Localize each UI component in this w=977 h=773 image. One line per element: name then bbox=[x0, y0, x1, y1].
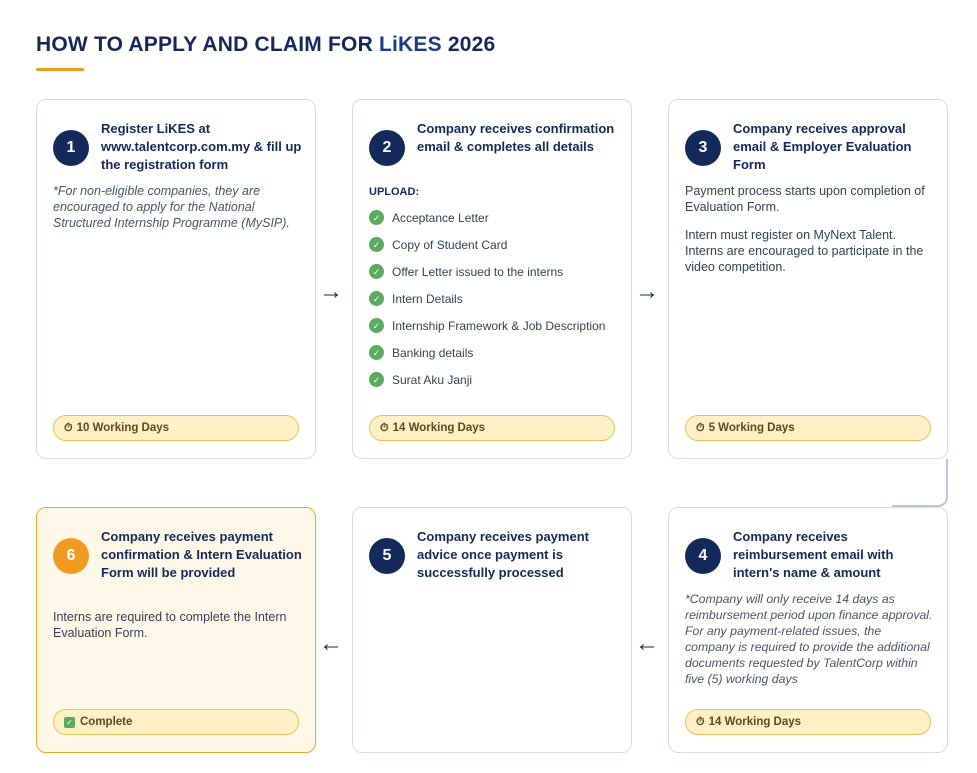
step-4-duration: 14 Working Days bbox=[708, 716, 802, 728]
step-1-duration: 10 Working Days bbox=[76, 422, 170, 434]
step-1-header bbox=[53, 120, 303, 174]
check-circle-icon: ✓ bbox=[369, 237, 384, 252]
upload-checklist bbox=[369, 208, 617, 390]
arrow-left-icon: ← bbox=[319, 630, 343, 657]
list-item: ✓ Internship Framework & Job Description bbox=[369, 316, 617, 336]
arrow-right-icon: → bbox=[319, 278, 343, 305]
step-6-card bbox=[36, 507, 316, 753]
step-3-paragraph-1: Payment process starts upon completion of Evaluation Form. bbox=[685, 184, 925, 214]
step-6-number: 6 bbox=[53, 538, 89, 574]
step-6-title: Company receives payment confirmation & Intern Evaluation Form will be provided bbox=[101, 529, 302, 580]
timer-icon: ⏱ bbox=[696, 421, 705, 434]
step-5-header bbox=[369, 528, 619, 582]
step-6-status-badge bbox=[53, 709, 299, 735]
list-item: ✓ Banking details bbox=[369, 343, 617, 363]
step-2-card bbox=[352, 99, 632, 459]
check-circle-icon: ✓ bbox=[369, 264, 384, 279]
step-1-number: 1 bbox=[53, 130, 89, 166]
list-item: ✓ Acceptance Letter bbox=[369, 208, 617, 228]
step-3-number: 3 bbox=[685, 130, 721, 166]
step-2-number: 2 bbox=[369, 130, 405, 166]
list-item: ✓ Intern Details bbox=[369, 289, 617, 309]
step-6-header bbox=[53, 528, 303, 582]
step-2-title: Company receives confirmation email & completes all details bbox=[417, 121, 615, 154]
step-3-title: Company receives approval email & Employer Evaluation Form bbox=[733, 121, 912, 172]
step-1-duration-badge bbox=[53, 415, 299, 441]
checkbox-checked-icon: ✓ bbox=[64, 717, 75, 728]
step-3-paragraph-2: Intern must register on MyNext Talent. Interns are encouraged to participate in the video competition. bbox=[685, 228, 924, 274]
list-item: ✓ Offer Letter issued to the interns bbox=[369, 262, 617, 282]
check-circle-icon: ✓ bbox=[369, 372, 384, 387]
title-underline bbox=[36, 68, 84, 71]
step-3-duration: 5 Working Days bbox=[708, 422, 795, 434]
step-5-title: Company receives payment advice once payment is successfully processed bbox=[417, 529, 589, 580]
timer-icon: ⏱ bbox=[64, 421, 73, 434]
step-4-header bbox=[685, 528, 935, 582]
list-item: ✓ Surat Aku Janji bbox=[369, 370, 617, 390]
step-4-duration-badge bbox=[685, 709, 931, 735]
arrow-left-icon: ← bbox=[635, 630, 659, 657]
step-5-card bbox=[352, 507, 632, 753]
step-2-duration-badge bbox=[369, 415, 615, 441]
check-circle-icon: ✓ bbox=[369, 210, 384, 225]
step-4-title: Company receives reimbursement email with intern's name & amount bbox=[733, 529, 894, 580]
step-3-body bbox=[685, 183, 933, 287]
title-year: 2026 bbox=[441, 33, 496, 56]
row-connector-line bbox=[892, 459, 948, 507]
title-brand: LiKES bbox=[378, 33, 442, 56]
step-6-status: Complete bbox=[80, 716, 133, 728]
step-1-note: *For non-eligible companies, they are encouraged to apply for the National Structured Internship Programme (MySIP). bbox=[53, 184, 290, 230]
step-4-note: *Company will only receive 14 days as reimbursement period upon finance approval. For any payment-related issues, the company is required to provide the additional documents requested by TalentCorp within five (5) working days bbox=[685, 592, 933, 686]
step-3-header bbox=[685, 120, 935, 174]
timer-icon: ⏱ bbox=[696, 715, 705, 728]
step-2-header bbox=[369, 120, 619, 166]
check-circle-icon: ✓ bbox=[369, 345, 384, 360]
step-2-duration: 14 Working Days bbox=[392, 422, 486, 434]
list-item: ✓ Copy of Student Card bbox=[369, 235, 617, 255]
check-circle-icon: ✓ bbox=[369, 318, 384, 333]
step-3-card bbox=[668, 99, 948, 459]
step-2-body bbox=[369, 184, 617, 397]
step-3-duration-badge bbox=[685, 415, 931, 441]
title-text: HOW TO APPLY AND CLAIM FOR bbox=[36, 33, 379, 56]
upload-label: UPLOAD: bbox=[369, 186, 420, 198]
step-5-number: 5 bbox=[369, 538, 405, 574]
step-1-card bbox=[36, 99, 316, 459]
check-circle-icon: ✓ bbox=[369, 291, 384, 306]
page-title bbox=[36, 33, 495, 57]
timer-icon: ⏱ bbox=[380, 421, 389, 434]
step-4-card bbox=[668, 507, 948, 753]
arrow-right-icon: → bbox=[635, 278, 659, 305]
step-6-paragraph: Interns are required to complete the Intern Evaluation Form. bbox=[53, 610, 287, 640]
step-1-title: Register LiKES at www.talentcorp.com.my & fill up the registration form bbox=[101, 121, 302, 172]
step-4-number: 4 bbox=[685, 538, 721, 574]
